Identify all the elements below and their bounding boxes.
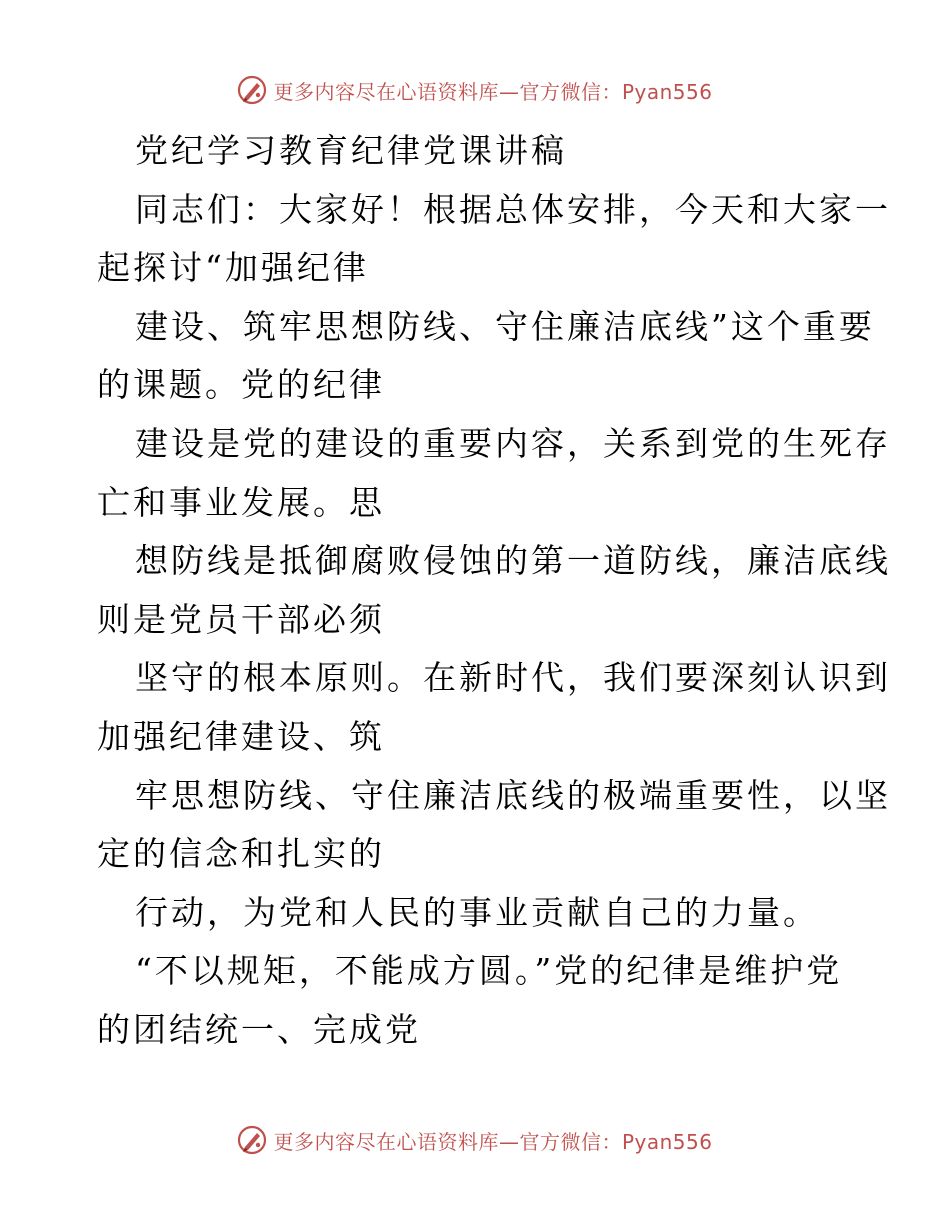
text-line: 的课题。党的纪律 bbox=[97, 365, 385, 405]
text-line: “不以规矩，不能成方圆。”党的纪律是维护党 bbox=[135, 951, 843, 991]
text-line: 行动，为党和人民的事业贡献自己的力量。 bbox=[135, 892, 819, 932]
pen-logo-icon bbox=[237, 75, 267, 105]
text-line: 坚守的根本原则。在新时代，我们要深刻认识到 bbox=[135, 658, 891, 698]
header-watermark bbox=[0, 70, 950, 110]
document-body bbox=[97, 122, 891, 1060]
text-line: 加强纪律建设、筑 bbox=[97, 716, 385, 756]
text-line: 定的信念和扎实的 bbox=[97, 834, 385, 874]
text-line: 的团结统一、完成党 bbox=[97, 1009, 421, 1049]
watermark-text: 更多内容尽在心语资料库—官方微信：Pyan556 bbox=[273, 79, 713, 104]
text-line: 同志们：大家好！根据总体安排，今天和大家一 bbox=[135, 189, 891, 229]
document-title: 党纪学习教育纪律党课讲稿 bbox=[135, 131, 567, 170]
text-line: 则是党员干部必须 bbox=[97, 599, 385, 639]
pen-logo-icon bbox=[237, 1125, 267, 1155]
text-line: 起探讨“加强纪律 bbox=[97, 248, 369, 288]
footer-watermark bbox=[0, 1120, 950, 1160]
text-line: 牢思想防线、守住廉洁底线的极端重要性，以坚 bbox=[135, 775, 891, 815]
text-line: 建设、筑牢思想防线、守住廉洁底线”这个重要 bbox=[135, 306, 875, 346]
text-line: 亡和事业发展。思 bbox=[97, 482, 385, 522]
watermark-text: 更多内容尽在心语资料库—官方微信：Pyan556 bbox=[273, 1129, 713, 1154]
text-line: 想防线是抵御腐败侵蚀的第一道防线，廉洁底线 bbox=[135, 541, 891, 581]
text-line: 建设是党的建设的重要内容，关系到党的生死存 bbox=[135, 423, 891, 463]
